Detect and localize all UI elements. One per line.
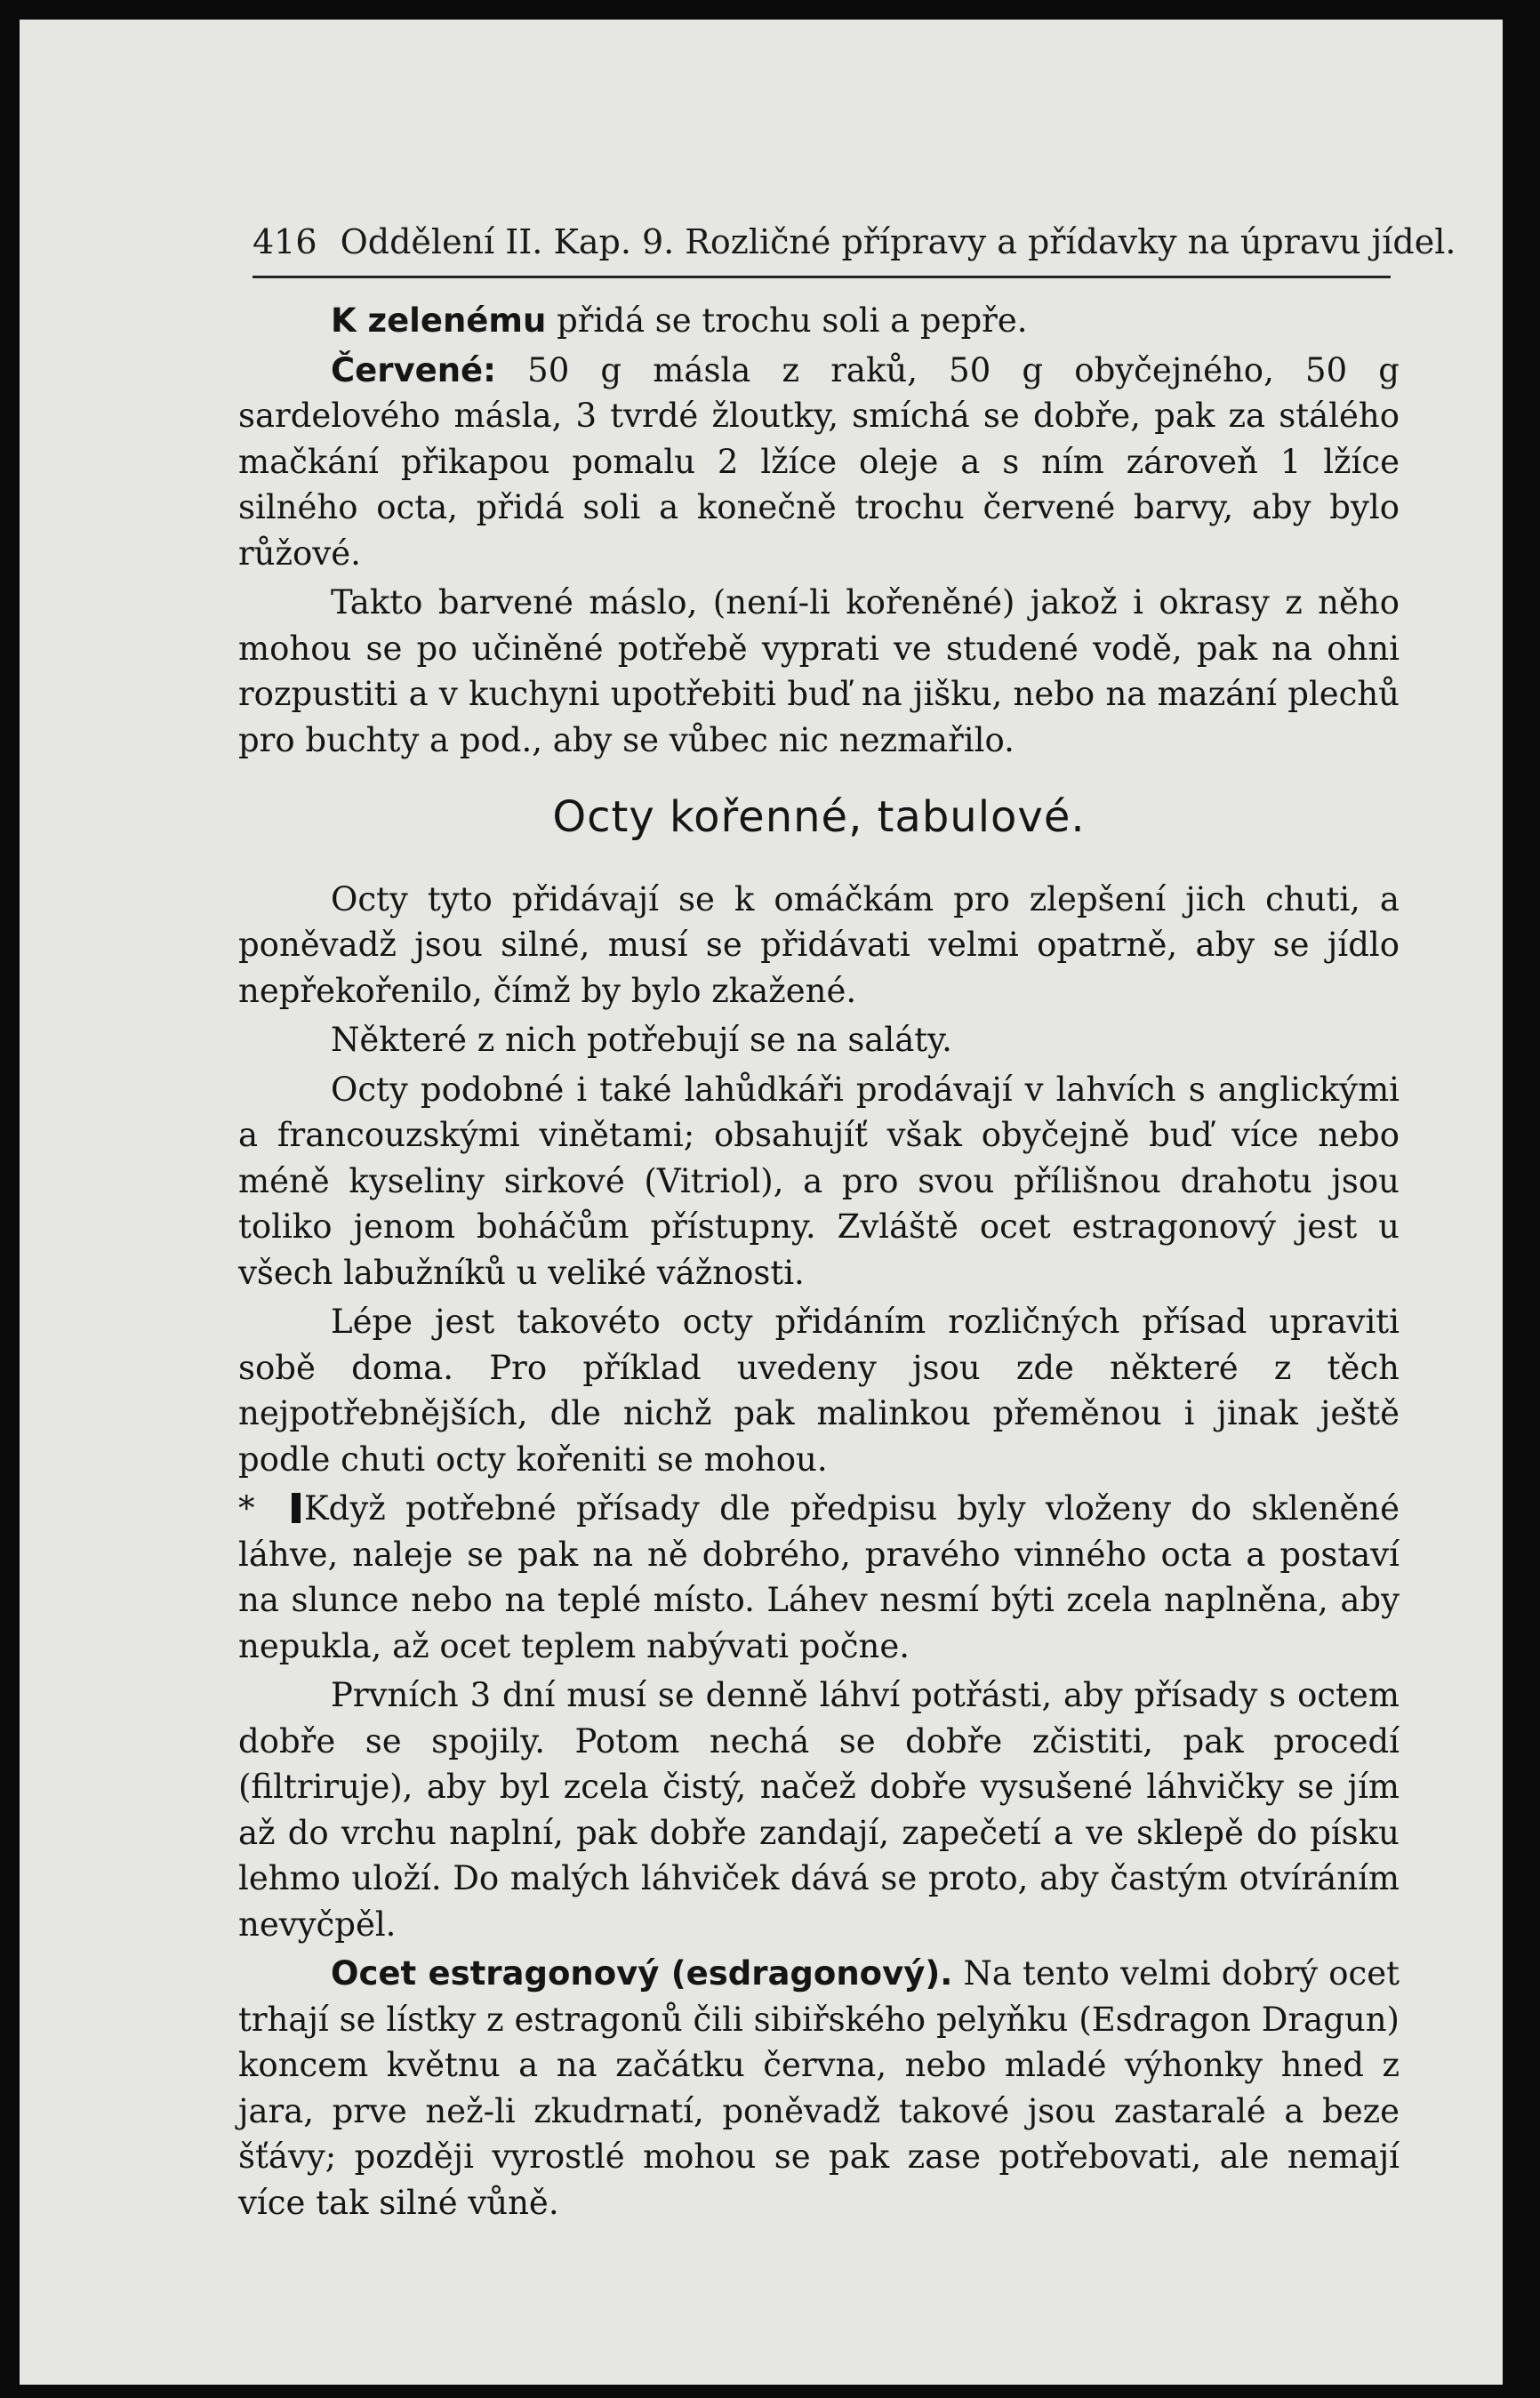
paragraph-text: Když potřebné přísady dle předpisu byly vloženy do skleněné láhve, naleje se pak na ně dobrého, pravého vinného octa a postaví na slunce nebo na teplé místo. Láhev nesmí býti zcela naplněna, aby nepukla, až ocet teplem nabývati počne. [238, 1489, 1400, 1665]
paragraph-home-vinegars: Lépe jest takovéto octy přidáním rozličných přísad upraviti sobě doma. Pro příklad uvedeny jsou zde některé z těch nejpotřebnějších, dle nichž pak malinkou přeměnou i jinak ještě podle chuti octy kořeniti se mohou. [238, 1303, 1400, 1479]
paragraph-first-days: Prvních 3 dní musí se denně láhví potřásti, aby přísady s octem dobře se spojily. Potom nechá se dobře zčistiti, pak procedí (filtriruje), aby byl zcela čistý, načež dobře vysušené láhvičky se jím až do vrchu naplní, pak dobře zandají, zapečetí a ve sklepě do písku lehmo uloží. Do malých láhviček dává se proto, aby častým otvíráním nevyčpěl. [238, 1676, 1400, 1944]
paragraph-bottling [238, 1486, 1400, 1669]
paragraph-red-butter [238, 348, 1400, 577]
running-title: Oddělení II. Kap. 9. Rozličné přípravy a přídavky na úpravu jídel. [340, 222, 1456, 261]
paragraph-salads: Některé z nich potřebují se na saláty. [331, 1021, 952, 1059]
paragraph-green-butter [238, 298, 1400, 344]
paragraph-text: přidá se trochu soli a pepře. [557, 301, 1028, 340]
asterisk-mark: * [238, 1489, 255, 1528]
page-number: 416 [253, 222, 317, 261]
paragraph-estragon [238, 1951, 1400, 2226]
margin-bar-mark [292, 1493, 301, 1523]
paragraph-colored-butter: Takto barvené máslo, (není-li kořeněné) jakož i okrasy z něho mohou se po učiněné potřebě vyprati ve studené vodě, pak na ohni rozpustiti a v kuchyni upotřebiti buď na jišku, nebo na mazání plechů pro buchty a pod., aby se vůbec nic nezmařilo. [238, 583, 1400, 759]
paragraph-vinegars-intro: Octy tyto přidávají se k omáčkám pro zlepšení jich chuti, a poněvadž jsou silné, musí se přidávati velmi opatrně, aby se jídlo nepřekořenilo, čímž by bylo zkažené. [238, 879, 1400, 1010]
section-heading: Octy kořenné, tabulové. [552, 792, 1086, 842]
lead-estragon: Ocet estragonový (esdragonový). [331, 1954, 953, 1993]
lead-red: Červené: [331, 350, 496, 389]
lead-green: K zelenému [331, 301, 547, 340]
page-body [238, 298, 1400, 2229]
paragraph-text: Na tento velmi dobrý ocet trhají se lístky z estragonů čili sibiřského pelyňku (Esdragon Dragun) koncem květnu a na začátku června, nebo mladé výhonky hned z jara, prve než-li zkudrnatí, poněvadž takové jsou zastaralé a beze šťávy; později vyrostlé mohou se pak zase potřebovati, ale nemají více tak silné vůně. [238, 1954, 1400, 2222]
paragraph-shop-vinegars: Octy podobné i také lahůdkáři prodávají v lahvích s anglickými a francouzskými vinětami; obsahujíť však obyčejně buď více nebo méně kyseliny sirkové (Vitriol), a pro svou přílišnou drahotu jsou toliko jenom boháčům přístupny. Zvláště ocet estragonový jest u všech labužníků u veliké vážnosti. [238, 1070, 1400, 1292]
paragraph-text: 50 g másla z raků, 50 g obyčejného, 50 g sardelového másla, 3 tvrdé žloutky, smíchá se dobře, pak za stálého mačkání přikapou pomalu 2 lžíce oleje a s ním zároveň 1 lžíce silného octa, přidá soli a konečně trochu červené barvy, aby bylo růžové. [238, 350, 1400, 573]
running-header [253, 222, 1456, 278]
